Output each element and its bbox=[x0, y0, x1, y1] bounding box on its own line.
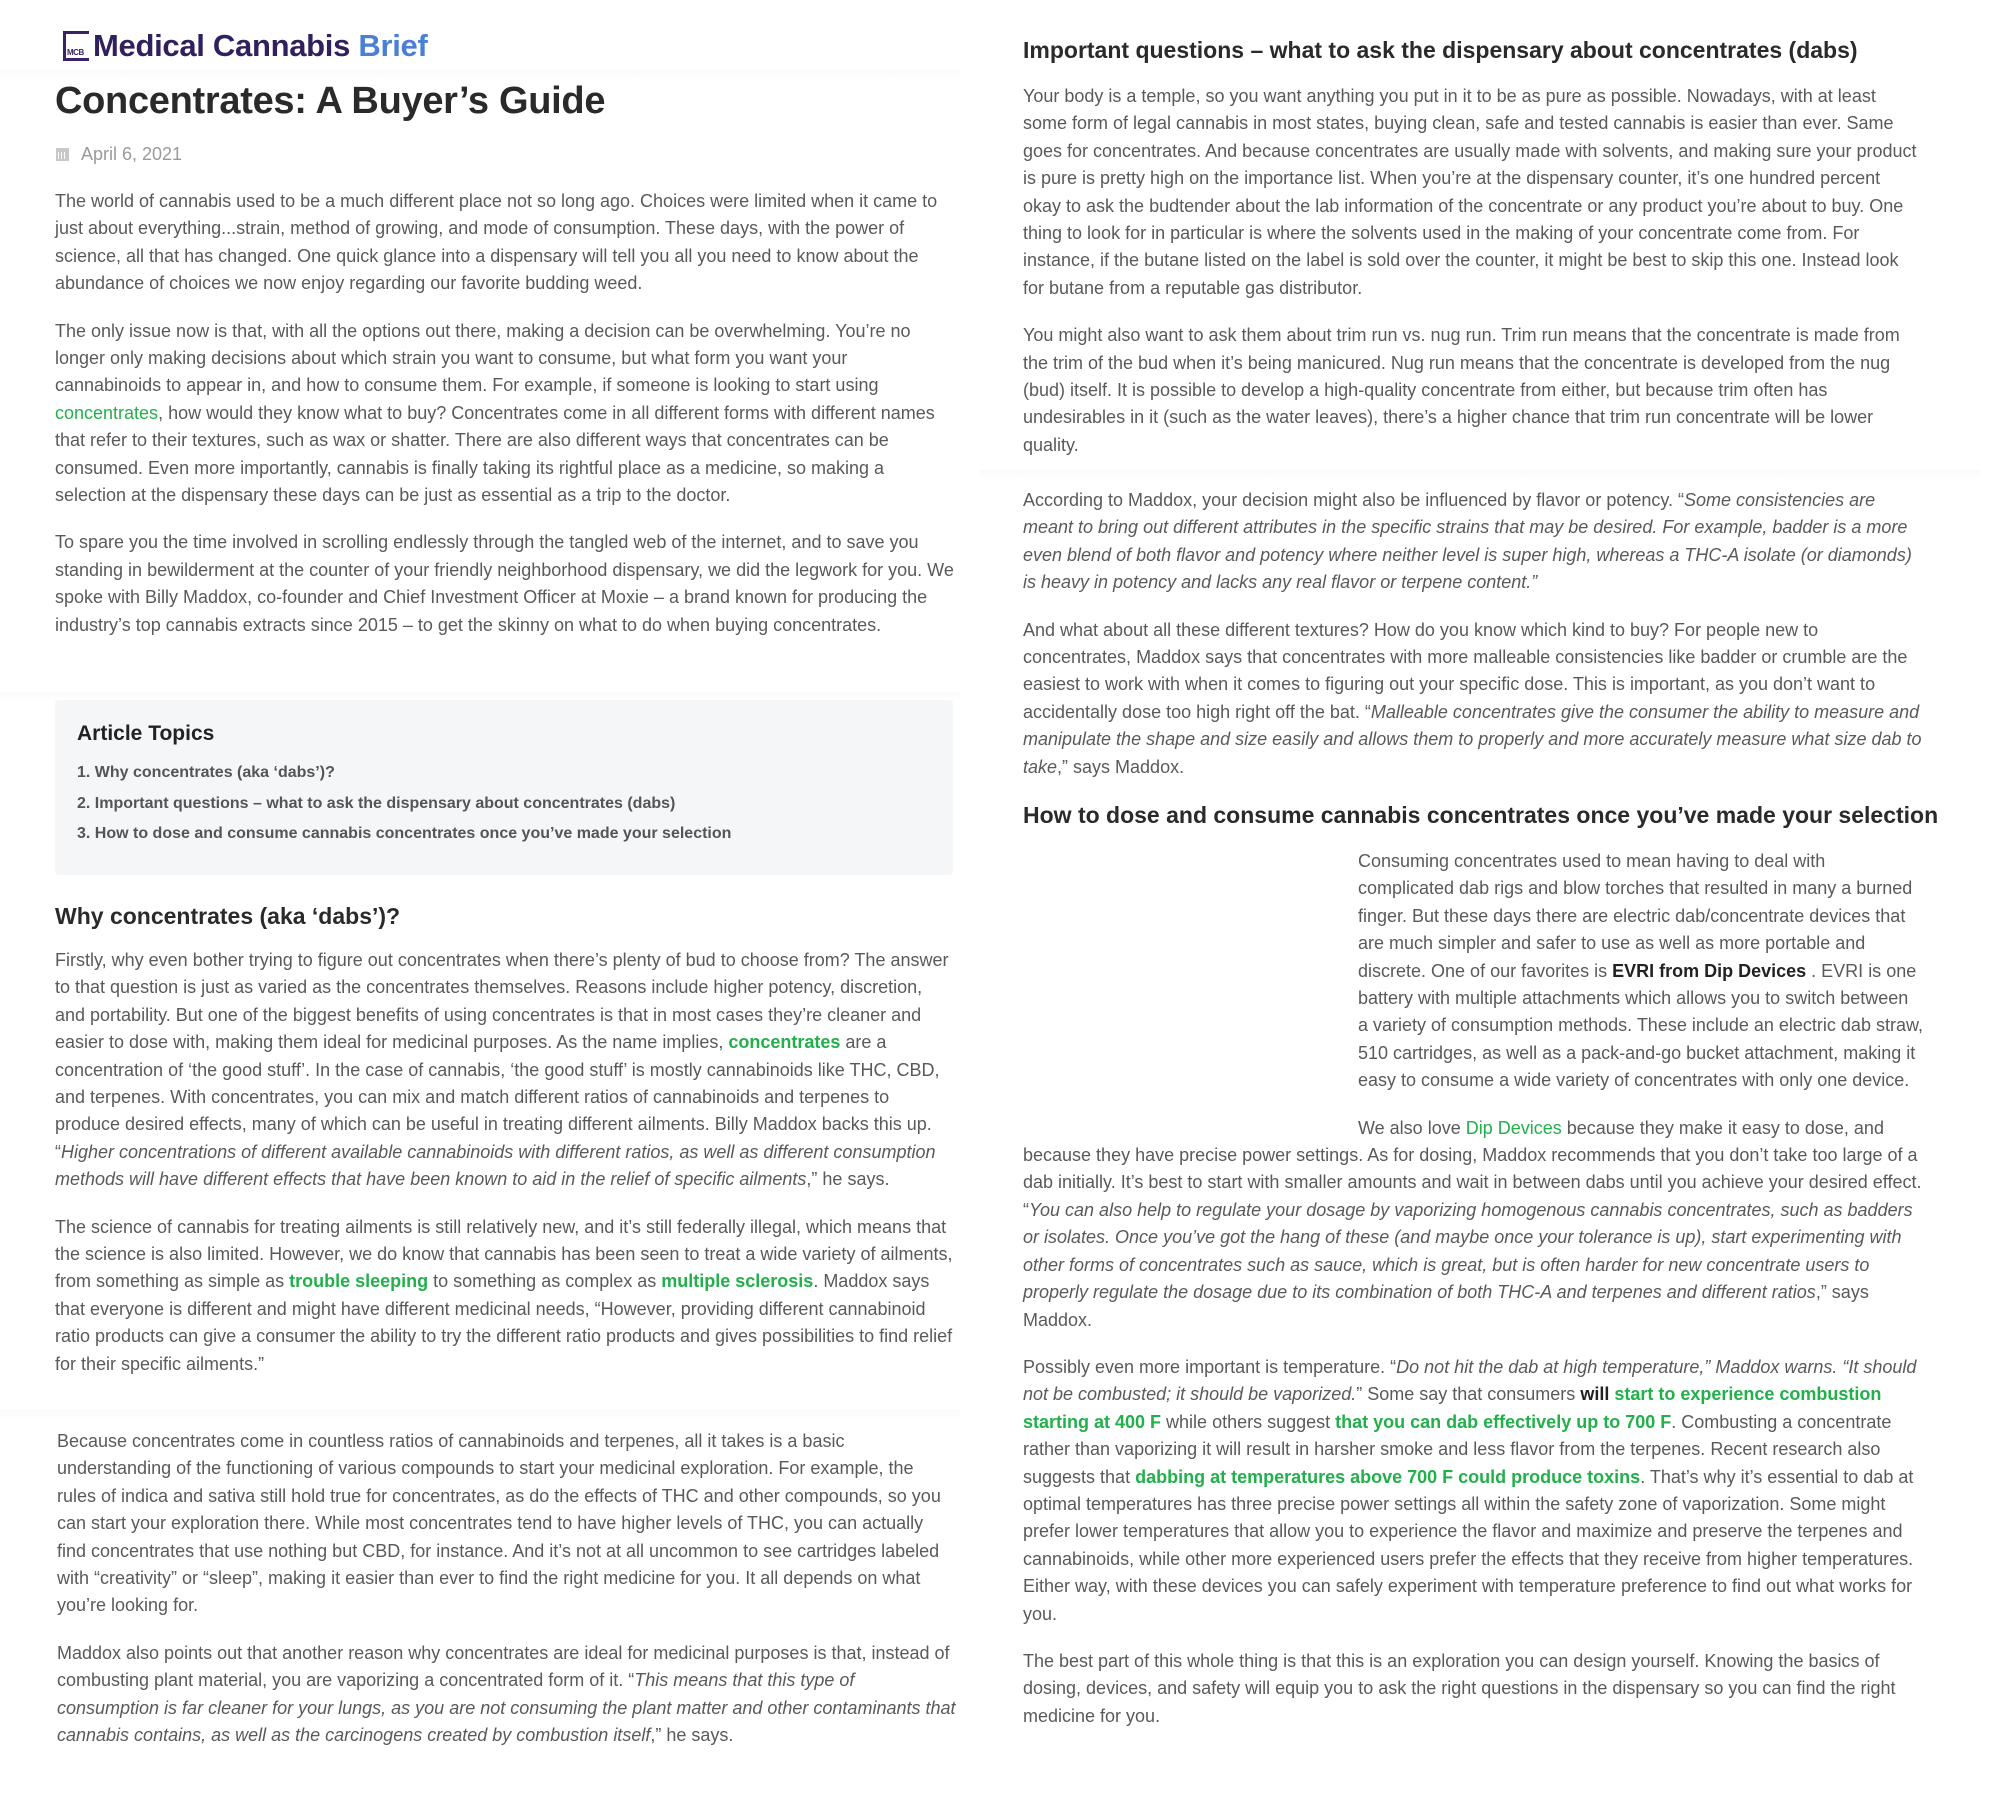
text: ,” he says. bbox=[806, 1169, 890, 1190]
topic-link-1[interactable]: 1. Why concentrates (aka ‘dabs’)? bbox=[77, 764, 335, 781]
multiple-sclerosis-link[interactable]: multiple sclerosis bbox=[661, 1271, 814, 1292]
section-questions bbox=[1023, 83, 1923, 459]
why-paragraph-2 bbox=[55, 1214, 955, 1378]
logo-badge-icon bbox=[63, 31, 89, 61]
dose-paragraph-4: The best part of this whole thing is that this is an exploration you can design yourself. Knowing the basics of dosing, devices, and safety will equip you to ask the right questions in the dispensary so you can find the right medicine for you. bbox=[1023, 1650, 1896, 1726]
questions-paragraph-1: Your body is a temple, so you want anything you put in it to be as pure as possible. Nowadays, with at least some form of legal cannabis in most states, buying clean, safe and tested cannabis is easier than ever. Same goes for concentrates. And because concentrates are usually made with solvents, and making sure your product is pure is pretty high on the importance list. When you’re at the dispensary counter, it’s one hundred percent okay to ask the budtender about the lab information of the concentrate or any product you’re about to buy. One thing to look for in particular is where the solvents used in the making of your concentrate come from. For instance, if the butane listed on the label is sold over the counter, it might be best to skip this one. Instead look for butane from a reputable gas distributor. bbox=[1023, 86, 1917, 298]
text: Firstly, why even bother trying to figure out concentrates when there’s plenty of bud to choose from? The answer to that question is just as varied as the concentrates themselves. Reasons include higher potency, discretion, and portability. But one of the biggest benefits of using concentrates is that in most cases they’re cleaner and easier to dose with, making them ideal for medicinal purposes. As the name implies, bbox=[55, 950, 949, 1053]
section-heading-why: Why concentrates (aka ‘dabs’)? bbox=[55, 903, 401, 929]
text: The science of cannabis for treating ailments is still relatively new, and it’s still federally illegal, which means that the science is also limited. However, we do know that cannabis has been seen to treat a wide variety of ailments, from something as simple as bbox=[55, 1216, 953, 1292]
site-name-main: Medical Cannabis bbox=[93, 28, 351, 63]
combustion-400f-link[interactable]: start to experience combustion starting at 400 F bbox=[1023, 1384, 1882, 1432]
text: Possibly even more important is temperature. “ bbox=[1023, 1356, 1397, 1377]
article-date bbox=[56, 144, 182, 165]
intro-paragraph-2 bbox=[55, 318, 955, 510]
maddox-quote: Do not hit the dab at high temperature,” Maddox warns. “It should not be combusted; it should be vaporized. bbox=[1023, 1356, 1917, 1405]
maddox-quote: Some consistencies are meant to bring out different attributes in the specific strains that may be desired. For example, badder is a more even blend of both flavor and potency where neither level is super high, whereas a THC-A isolate (or diamonds) is heavy in potency and lacks any real flavor or terpene content.” bbox=[1023, 490, 1912, 593]
text: ” Some say that consumers bbox=[1356, 1384, 1581, 1405]
dose-paragraph-1 bbox=[1358, 848, 1923, 1095]
questions-paragraph-4 bbox=[1023, 617, 1923, 781]
section-why bbox=[55, 947, 955, 1378]
concentrates-link[interactable]: concentrates bbox=[728, 1032, 841, 1053]
topic-link-3[interactable]: 3. How to dose and consume cannabis concentrates once you’ve made your selection bbox=[77, 825, 732, 842]
text: . That’s why it’s essential to dab at optimal temperatures has three precise power settings all within the safety zone of vaporization. Some might prefer lower temperatures that allow you to experience the flavor and maximize and preserve the terpenes and cannabinoids, while other more experienced users prefer the effects that they receive from higher temperatures. Either way, with these devices you can safely experiment with temperature preference to find out what works for you. bbox=[1023, 1466, 1914, 1624]
intro-paragraph-3: To spare you the time involved in scrolling endlessly through the tangled web of the internet, and to save you standing in bewilderment at the counter of your friendly neighborhood dispensary, we did the legwork for you. We spoke with Billy Maddox, co-founder and Chief Investment Officer at Moxie – a brand known for producing the industry’s top cannabis extracts since 2015 – to get the skinny on what to do when buying concentrates. bbox=[55, 532, 954, 635]
maddox-quote: This means that this type of consumption is far cleaner for your lungs, as you are not consuming the plant matter and other contaminants that cannabis contains, as well as the carcinogens created by combustion itself bbox=[57, 1670, 956, 1746]
section-why-continued bbox=[57, 1428, 957, 1749]
section-heading-questions: Important questions – what to ask the dispensary about concentrates (dabs) bbox=[1023, 37, 1858, 63]
text: are a concentration of ‘the good stuff’. In the case of cannabis, ‘the good stuff’ is mostly cannabinoids like THC, CBD, and terpenes. With concentrates, you can mix and match different ratios of cannabinoids and terpenes to produce desired effects, many of which can be useful in treating different ailments. Billy Maddox backs this up. “ bbox=[55, 1032, 940, 1162]
evri-product-name: EVRI from Dip Devices bbox=[1612, 960, 1807, 981]
text: to something as complex as bbox=[428, 1271, 662, 1292]
text: ,” says Maddox. bbox=[1057, 756, 1185, 777]
dose-paragraph-3 bbox=[1023, 1354, 1923, 1628]
text: ,” he says. bbox=[650, 1725, 734, 1746]
questions-paragraph-2: You might also want to ask them about trim run vs. nug run. Trim run means that the concentrate is made from the trim of the bud when it’s being manicured. Nug run means that the concentrate is developed from the nug (bud) itself. It is possible to develop a high-quality concentrate from either, but because trim often has undesirables in it (such as the water leaves), there’s a higher chance that trim run concentrate will be lower quality. bbox=[1023, 325, 1900, 455]
why-paragraph-1 bbox=[55, 947, 955, 1194]
text: will bbox=[1580, 1384, 1615, 1405]
article-topics-box bbox=[55, 700, 953, 875]
text: . Combusting a concentrate rather than vaporizing it will result in harsher smoke and less flavor from the terpenes. Recent research also suggests that bbox=[1023, 1411, 1892, 1487]
text: According to Maddox, your decision might also be influenced by flavor or potency. “ bbox=[1023, 490, 1685, 510]
topic-link-2[interactable]: 2. Important questions – what to ask the dispensary about concentrates (dabs) bbox=[77, 794, 676, 812]
text: , how would they know what to buy? Concentrates come in all different forms with different names that refer to their textures, such as wax or shatter. There are also different ways that concentrates can be consumed. Even more importantly, cannabis is finally taking its rightful place as a medicine, so making a selection at the dispensary these days can be just as essential as a trip to the doctor. bbox=[55, 402, 935, 506]
dab-700f-link[interactable]: that you can dab effectively up to 700 F bbox=[1335, 1411, 1672, 1432]
maddox-quote: Higher concentrations of different available cannabinoids with different ratios, as well as different consumption methods will have different effects that have been known to aid in the relief of specific ailments bbox=[55, 1141, 936, 1190]
toxins-link[interactable]: dabbing at temperatures above 700 F could produce toxins bbox=[1135, 1466, 1641, 1487]
maddox-quote: Malleable concentrates give the consumer the ability to measure and manipulate the shape and size easily and allows them to properly and more accurately measure what size dab to take bbox=[1023, 701, 1922, 777]
calendar-icon bbox=[56, 148, 69, 161]
text: . Maddox says that everyone is different and might have different medicinal needs, “However, providing different cannabinoid ratio products can give a consumer the ability to try the different ratio products and gives possibilities to find relief for their specific ailments.” bbox=[55, 1271, 953, 1374]
text: Maddox also points out that another reason why concentrates are ideal for medicinal purposes is that, instead of combusting plant material, you are vaporizing a concentrated form of it. “ bbox=[57, 1642, 950, 1691]
trouble-sleeping-link[interactable]: trouble sleeping bbox=[289, 1271, 429, 1292]
site-logo[interactable] bbox=[63, 28, 428, 64]
dip-devices-link[interactable]: Dip Devices bbox=[1465, 1117, 1562, 1138]
date-text: April 6, 2021 bbox=[81, 144, 183, 164]
dose-paragraph-2 bbox=[1023, 1115, 1923, 1334]
questions-paragraph-3 bbox=[1023, 487, 1923, 597]
text: while others suggest bbox=[1161, 1411, 1336, 1432]
intro bbox=[55, 188, 955, 639]
site-name-accent: Brief bbox=[358, 28, 428, 63]
text: because they make it easy to dose, and because they have precise power settings. As for dosing, Maddox recommends that you don’t take too large of a dab initially. It’s best to start with smaller amounts and wait in between dabs until you achieve your desired effect. “ bbox=[1023, 1117, 1922, 1220]
topics-list bbox=[77, 764, 931, 843]
header-divider bbox=[0, 70, 960, 80]
section-dose bbox=[1023, 848, 1923, 1730]
section-questions-continued bbox=[1023, 487, 1923, 781]
text: . EVRI is one battery with multiple attachments which allows you to switch between a variety of consumption methods. These include an electric dab straw, 510 cartridges, as well as a pack-and-go bucket attachment, making it easy to consume a wide variety of concentrates with only one device. bbox=[1358, 960, 1923, 1091]
site-name bbox=[93, 28, 428, 64]
logo-badge-text: MCB bbox=[67, 48, 84, 57]
why-paragraph-3: Because concentrates come in countless ratios of cannabinoids and terpenes, all it takes is a basic understanding of the functioning of various compounds to start your medicinal exploration. For example, the rules of indica and sativa still hold true for concentrates, as do the effects of THC and other compounds, so you can start your exploration there. While most concentrates tend to have higher levels of THC, you can actually find concentrates that use nothing but CBD, for instance. And it’s not at all uncommon to see cartridges labeled with “creativity” or “sleep”, making it easier than ever to find the right medicine for you. It all depends on what you’re looking for. bbox=[57, 1431, 941, 1616]
text: And what about all these different textures? How do you know which kind to buy? For people new to concentrates, Maddox says that concentrates with more malleable consistencies like badder or crumble are the easiest to work with when it comes to figuring out your specific dose. This is important, as you don’t want to accidentally dose too high right off the bat. “ bbox=[1023, 619, 1908, 722]
section-divider bbox=[0, 1410, 960, 1420]
intro-paragraph-1: The world of cannabis used to be a much different place not so long ago. Choices were limited when it came to just about everything...strain, method of growing, and mode of consumption. These days, with the power of science, all that has changed. One quick glance into a dispensary will tell you all you need to know about the abundance of choices we now enjoy regarding our favorite budding weed. bbox=[55, 191, 938, 294]
text: Consuming concentrates used to mean having to deal with complicated dab rigs and blow torches that resulted in many a burned finger. But these days there are electric dab/concentrate devices that are much simpler and safer to use as well as more portable and discrete. One of our favorites is bbox=[1358, 851, 1913, 981]
why-paragraph-4 bbox=[57, 1640, 957, 1750]
concentrates-link[interactable]: concentrates bbox=[55, 402, 159, 423]
page-title: Concentrates: A Buyer’s Guide bbox=[55, 80, 606, 122]
section-divider bbox=[980, 470, 1980, 480]
text: The only issue now is that, with all the options out there, making a decision can be overwhelming. You’re no longer only making decisions about which strain you want to consume, but what form you want your cannabinoids to appear in, and how to consume them. For example, if someone is looking to start using bbox=[55, 320, 911, 396]
section-heading-dose: How to dose and consume cannabis concentrates once you’ve made your selection bbox=[1023, 802, 1939, 828]
topics-heading: Article Topics bbox=[77, 722, 215, 745]
text: ,” says Maddox. bbox=[1023, 1282, 1869, 1330]
text: We also love bbox=[1358, 1117, 1466, 1138]
maddox-quote: You can also help to regulate your dosage by vaporizing homogenous cannabis concentrates, such as badders or isolates. Once you’ve got the hang of these (and maybe once your tolerance is up), start experimenting with other forms of concentrates such as sauce, which is great, but is often harder for new concentrate users to properly regulate the dosage due to its combination of both THC-A and terpenes and different ratios bbox=[1023, 1199, 1913, 1303]
